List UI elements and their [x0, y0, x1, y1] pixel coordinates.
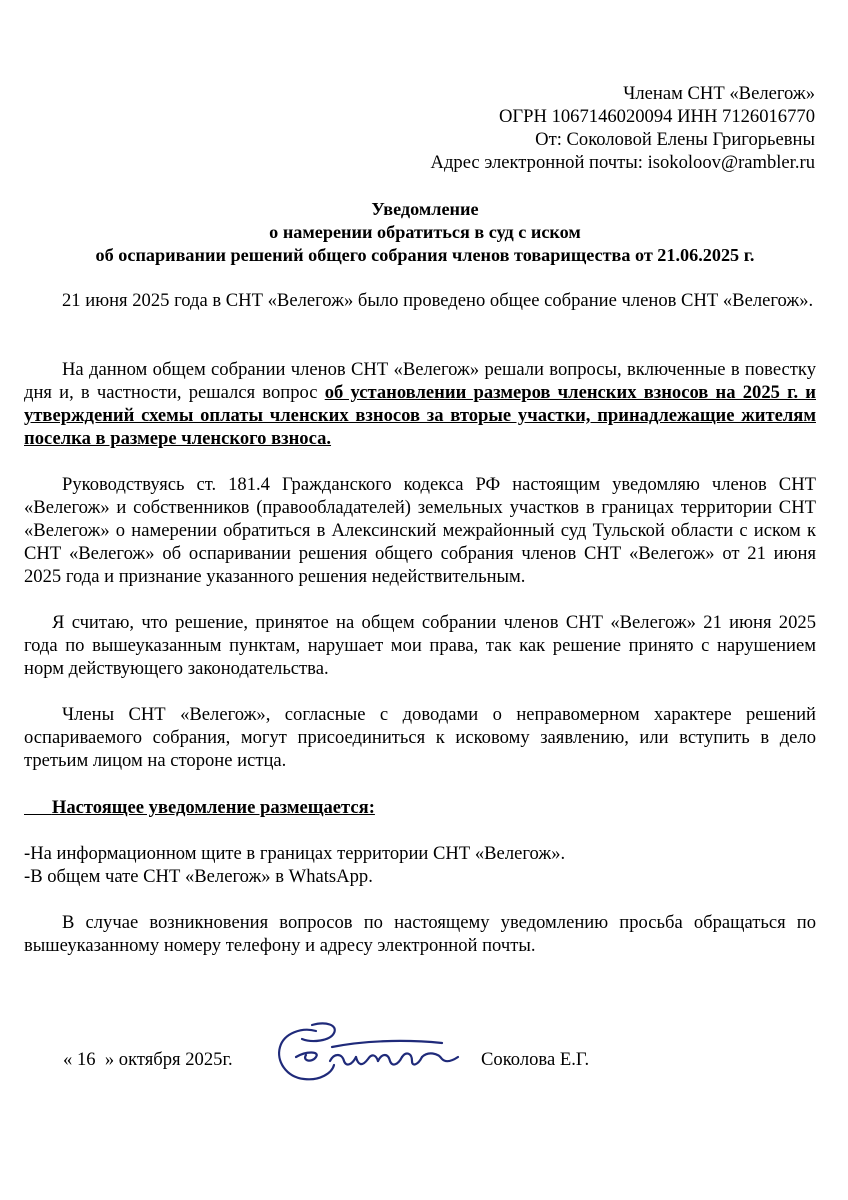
- agenda-intro: На данном общем собрании членов СНТ «Велегож» решали вопросы, включенные в повестку дня и, в частности, решался вопрос: [24, 359, 816, 403]
- list-item: -В общем чате СНТ «Велегож» в WhatsApp.: [24, 866, 373, 887]
- paragraph-agenda: [24, 358, 816, 450]
- paragraph-rights-violation: Я считаю, что решение, принятое на общем собрании членов СНТ «Велегож» 21 июня 2025 года по вышеуказанным пунктам, нарушает мои права, так как решение принято с нарушением норм действующего законодательства.: [24, 612, 816, 679]
- paragraph-contacts: В случае возникновения вопросов по настоящему уведомлению просьба обращаться по вышеуказанному номеру телефону и адресу электронной почты.: [24, 912, 816, 956]
- title-line-3: об оспаривании решений общего собрания членов товарищества от 21.06.2025 г.: [95, 245, 755, 265]
- signature-footer: [0, 1047, 848, 1077]
- addressee-registration: ОГРН 1067146020094 ИНН 7126016770: [498, 106, 815, 127]
- document-date: « 16 » октября 2025г.: [63, 1049, 233, 1070]
- addressee-block: [215, 82, 815, 174]
- list-item: -На информационном щите в границах территории СНТ «Велегож».: [24, 843, 566, 864]
- signer-name: Соколова Е.Г.: [481, 1049, 590, 1070]
- title-line-1: Уведомление: [371, 199, 479, 219]
- document-title: [30, 198, 820, 267]
- placement-heading: Настоящее уведомление размещается:: [51, 797, 375, 818]
- title-line-2: о намерении обратиться в суд с иском: [269, 222, 581, 242]
- handwritten-signature: [272, 1017, 462, 1093]
- addressee-sender: От: Соколовой Елены Григорьевны: [535, 129, 815, 150]
- paragraph-meeting-held: 21 июня 2025 года в СНТ «Велегож» было проведено общее собрание членов СНТ «Велегож».: [62, 290, 814, 311]
- paragraph-legal-basis: Руководствуясь ст. 181.4 Гражданского кодекса РФ настоящим уведомляю членов СНТ «Велегож» и собственников (правообладателей) земельных участков в границах территории СНТ «Велегож» о намерении обратиться в Алексинский межрайонный суд Тульской области с иском к СНТ «Велегож» об оспаривании решения общего собрания членов СНТ «Велегож» от 21 июня 2025 года и признание указанного решения недействительным.: [24, 474, 816, 587]
- addressee-recipient: Членам СНТ «Велегож»: [623, 83, 815, 104]
- placement-list: [24, 842, 565, 888]
- agenda-emphasis: об установлении размеров членских взносов на 2025 г. и утверждений схемы оплаты членских взносов за вторые участки, принадлежащие жителям поселка в размере членского взноса.: [24, 382, 817, 449]
- paragraph-join-invitation: Члены СНТ «Велегож», согласные с доводами о неправомерном характере решений оспариваемого собрания, могут присоединиться к исковому заявлению, или вступить в дело третьим лицом на стороне истца.: [24, 704, 816, 771]
- addressee-email: Адрес электронной почты: isokoloov@rambler.ru: [430, 152, 815, 173]
